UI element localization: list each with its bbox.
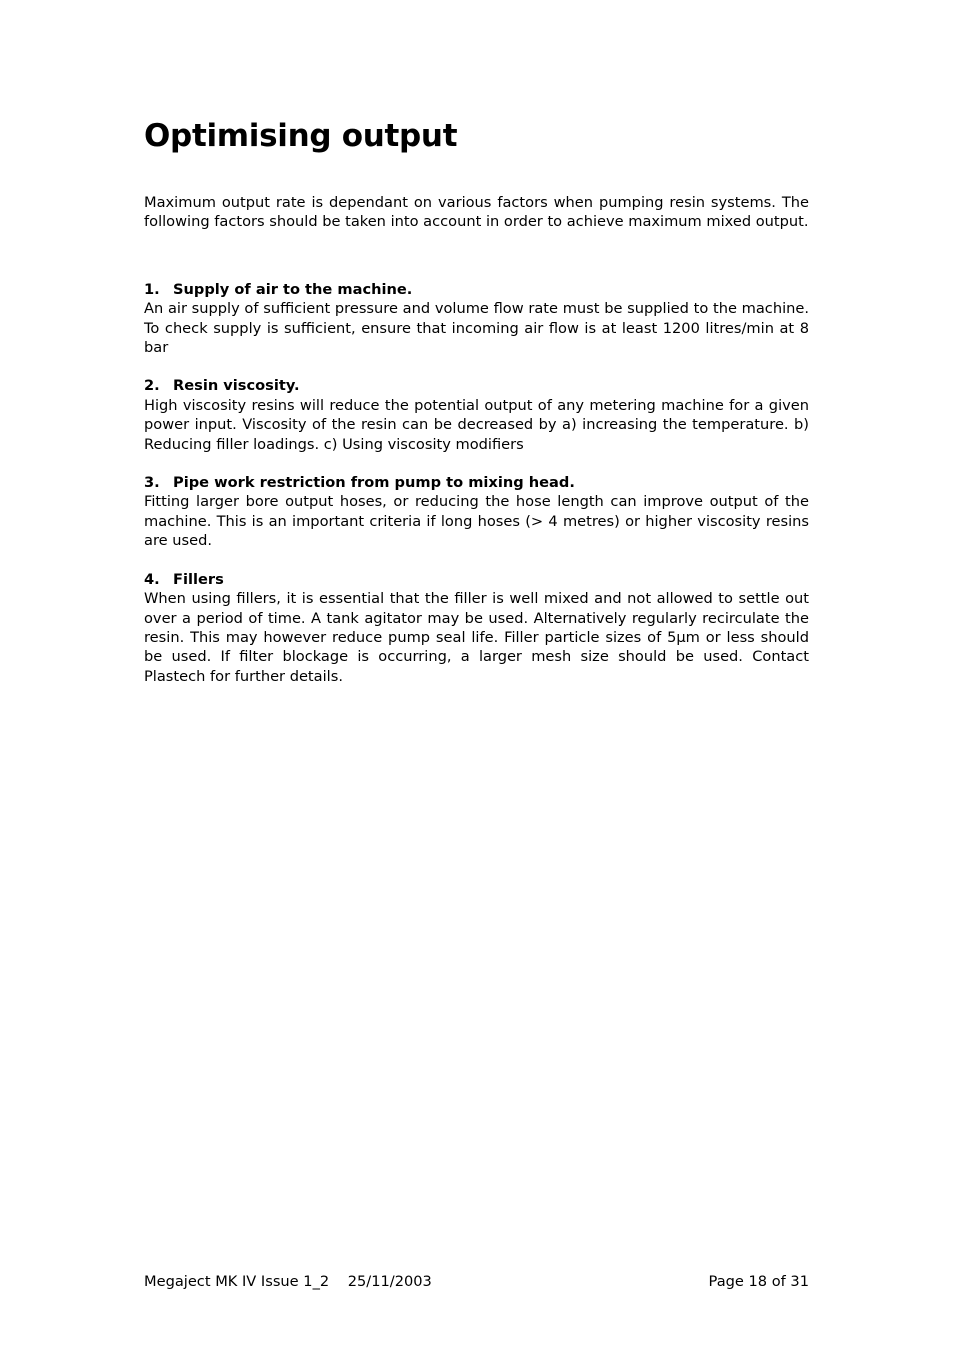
- section-heading: [144, 280, 809, 299]
- section-heading-text: Fillers: [173, 570, 224, 588]
- section-air-supply: [144, 280, 809, 358]
- footer-page-number: Page 18 of 31: [708, 1273, 809, 1290]
- section-heading: [144, 473, 809, 492]
- intro-paragraph: Maximum output rate is dependant on various factors when pumping resin systems. The following factors should be taken into account in order to achieve maximum mixed output.: [144, 194, 809, 231]
- section-heading-text: Pipe work restriction from pump to mixing head.: [173, 474, 575, 492]
- section-heading: [144, 376, 809, 395]
- document-body: [144, 193, 809, 705]
- footer-document-info: Megaject MK IV Issue 1_2 25/11/2003: [144, 1273, 432, 1290]
- section-heading-text: Resin viscosity.: [173, 377, 300, 395]
- section-pipe-work: [144, 473, 809, 551]
- section-number: 1.: [144, 280, 160, 298]
- section-number: 2.: [144, 377, 160, 395]
- section-body: When using fillers, it is essential that the filler is well mixed and not allowed to settle out over a period of time. A tank agitator may be used. Alternatively regularly recirculate the resin. This may however reduce pump seal life. Filler particle sizes of 5μm or less should be used. If filter blockage is occurring, a larger mesh size should be used. Contact Plastech for further details.: [144, 590, 809, 685]
- page-title: Optimising output: [144, 118, 458, 154]
- section-body: Fitting larger bore output hoses, or reducing the hose length can improve output of the machine. This is an important criteria if long hoses (> 4 metres) or higher viscosity resins are used.: [144, 493, 809, 550]
- section-body: An air supply of sufficient pressure and volume flow rate must be supplied to the machine. To check supply is sufficient, ensure that incoming air flow is at least 1200 litres/min at 8 bar: [144, 300, 809, 357]
- section-fillers: [144, 570, 809, 686]
- section-body: High viscosity resins will reduce the potential output of any metering machine for a given power input. Viscosity of the resin can be decreased by a) increasing the temperature. b) Reducing filler loadings. c) Using viscosity modifiers: [144, 396, 809, 453]
- section-heading-text: Supply of air to the machine.: [173, 280, 413, 298]
- section-number: 4.: [144, 570, 160, 588]
- section-heading: [144, 570, 809, 589]
- section-resin-viscosity: [144, 376, 809, 454]
- section-number: 3.: [144, 474, 160, 492]
